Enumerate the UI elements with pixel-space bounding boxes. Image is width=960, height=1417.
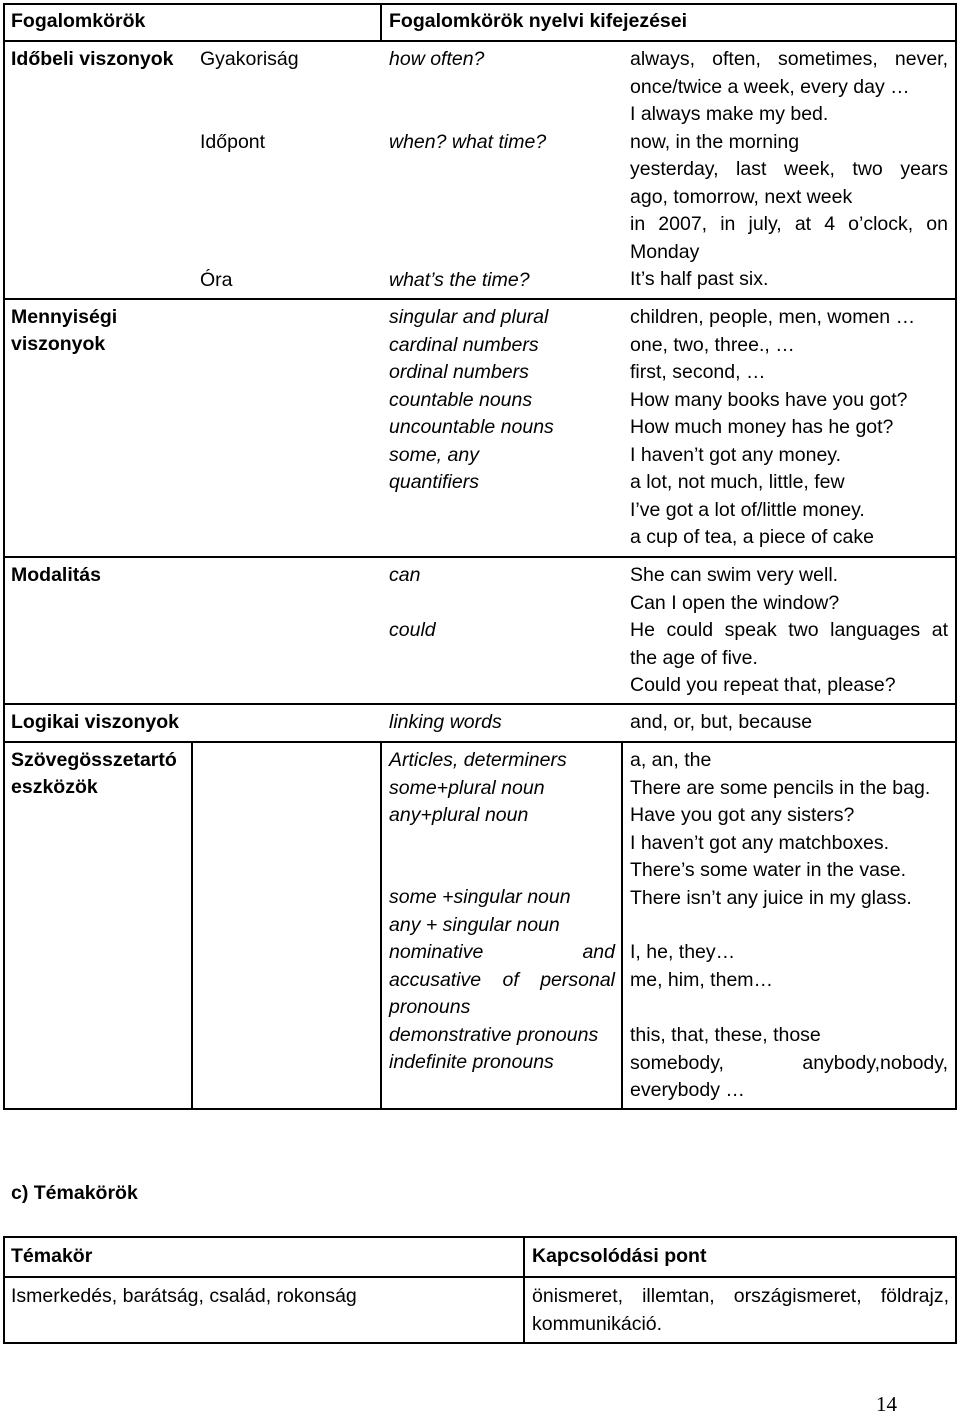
- cohesion-concept: accusative of personal: [389, 968, 615, 991]
- quantity-example: a cup of tea, a piece of cake: [630, 526, 874, 548]
- cohesion-concept: any + singular noun: [389, 913, 560, 936]
- quantity-example: I’ve got a lot of/little money.: [630, 498, 865, 521]
- cohesion-example: I haven’t got any matchboxes.: [630, 831, 890, 854]
- header-concepts: Fogalomkörök: [11, 10, 146, 32]
- quantity-example: How much money has he got?: [630, 416, 894, 438]
- frequency-label: Gyakoriság: [200, 48, 299, 70]
- quantity-example: How many books have you got?: [630, 388, 908, 411]
- time-example-line: in 2007, in july, at 4 o’clock, on: [630, 213, 948, 235]
- cohesion-concept: demonstrative pronouns: [389, 1023, 599, 1046]
- cohesion-examples-b: [630, 939, 773, 994]
- cohesion-example: somebody, anybody,nobody,: [630, 1051, 948, 1074]
- cohesion-concepts-b: [389, 884, 615, 1077]
- cohesion-example: There are some pencils in the bag.: [630, 776, 931, 799]
- header-expressions: Fogalomkörök nyelvi kifejezései: [389, 10, 688, 32]
- cohesion-example: everybody …: [630, 1079, 745, 1101]
- cohesion-example: a, an, the: [630, 749, 712, 771]
- topic-header: Témakör: [11, 1245, 93, 1267]
- modality-example: He could speak two languages at: [630, 619, 948, 641]
- cohesion-examples-c: [630, 1022, 948, 1105]
- cohesion-concepts-a: [389, 747, 567, 830]
- quantity-examples: [630, 304, 915, 552]
- quantity-example: children, people, men, women …: [630, 306, 916, 328]
- modality-example: the age of five.: [630, 646, 758, 669]
- time-example-line: once/twice a week, every day …: [630, 75, 910, 98]
- quantity-example: a lot, not much, little, few: [630, 471, 845, 493]
- cohesion-examples-a: [630, 747, 930, 912]
- modality-example: She can swim very well.: [630, 564, 839, 586]
- quantity-label-1: Mennyiségi: [11, 306, 118, 328]
- quantity-concept: ordinal numbers: [389, 361, 529, 383]
- quantity-example: first, second, …: [630, 361, 766, 383]
- time-example-line: It’s half past six.: [630, 268, 769, 290]
- link-header: Kapcsolódási pont: [532, 1245, 707, 1267]
- modality-concept-can: can: [389, 564, 421, 586]
- question-what-time: what’s the time?: [389, 269, 530, 291]
- cohesion-concept: pronouns: [389, 996, 471, 1018]
- cohesion-concept: some +singular noun: [389, 886, 571, 908]
- modality-examples: [630, 562, 948, 700]
- cohesion-concept: Articles, determiners: [389, 749, 567, 771]
- cohesion-example: There isn’t any juice in my glass.: [630, 886, 912, 909]
- quantity-concepts: [389, 304, 554, 497]
- link-line: önismeret, illemtan, országismeret, földrajz,: [532, 1285, 949, 1307]
- quantity-concept: countable nouns: [389, 388, 533, 411]
- time-example-line: now, in the morning: [630, 130, 800, 153]
- point-in-time-label: Időpont: [200, 131, 266, 153]
- quantity-example: one, two, three., …: [630, 333, 795, 356]
- modality-example: Could you repeat that, please?: [630, 674, 896, 696]
- time-example-line: yesterday, last week, two years: [630, 158, 948, 180]
- modality-label: Modalitás: [11, 564, 101, 586]
- quantity-concept: uncountable nouns: [389, 416, 554, 438]
- link-line: kommunikáció.: [532, 1312, 663, 1335]
- question-how-often: how often?: [389, 48, 485, 70]
- logic-concept: linking words: [389, 711, 502, 733]
- cohesion-label-1: Szövegösszetartó: [11, 749, 177, 771]
- quantity-concept: cardinal numbers: [389, 333, 539, 356]
- cohesion-concept: nominative and: [389, 941, 615, 963]
- quantity-label-2: viszonyok: [11, 333, 106, 355]
- modality-concept-could: could: [389, 619, 436, 641]
- cohesion-example: this, that, these, those: [630, 1024, 821, 1046]
- logic-label: Logikai viszonyok: [11, 711, 179, 733]
- cohesion-concept: some+plural noun: [389, 776, 545, 799]
- time-examples: [630, 46, 948, 294]
- quantity-concept: quantifiers: [389, 471, 479, 493]
- cohesion-example: me, him, them…: [630, 968, 774, 991]
- cohesion-concept: any+plural noun: [389, 804, 529, 826]
- quantity-example: I haven’t got any money.: [630, 443, 842, 466]
- time-relations-label: Időbeli viszonyok: [11, 48, 174, 70]
- time-example-line: ago, tomorrow, next week: [630, 185, 853, 208]
- cohesion-example: Have you got any sisters?: [630, 804, 855, 826]
- link-cell: [532, 1283, 949, 1338]
- clock-label: Óra: [200, 269, 233, 291]
- cohesion-example: There’s some water in the vase.: [630, 859, 907, 881]
- quantity-concept: singular and plural: [389, 306, 549, 328]
- cohesion-example: I, he, they…: [630, 941, 736, 963]
- time-example-line: always, often, sometimes, never,: [630, 48, 948, 70]
- cohesion-concept: indefinite pronouns: [389, 1051, 554, 1073]
- question-when: when? what time?: [389, 131, 547, 153]
- topic-cell: Ismerkedés, barátság, család, rokonság: [11, 1285, 357, 1307]
- cohesion-label-2: eszközök: [11, 776, 98, 798]
- logic-example: and, or, but, because: [630, 711, 813, 733]
- page-number: 14: [876, 1392, 897, 1416]
- quantity-concept: some, any: [389, 443, 479, 466]
- modality-example: Can I open the window?: [630, 591, 840, 614]
- time-example-line: I always make my bed.: [630, 103, 829, 125]
- section-title: c) Témakörök: [11, 1182, 138, 1204]
- time-example-line: Monday: [630, 240, 700, 263]
